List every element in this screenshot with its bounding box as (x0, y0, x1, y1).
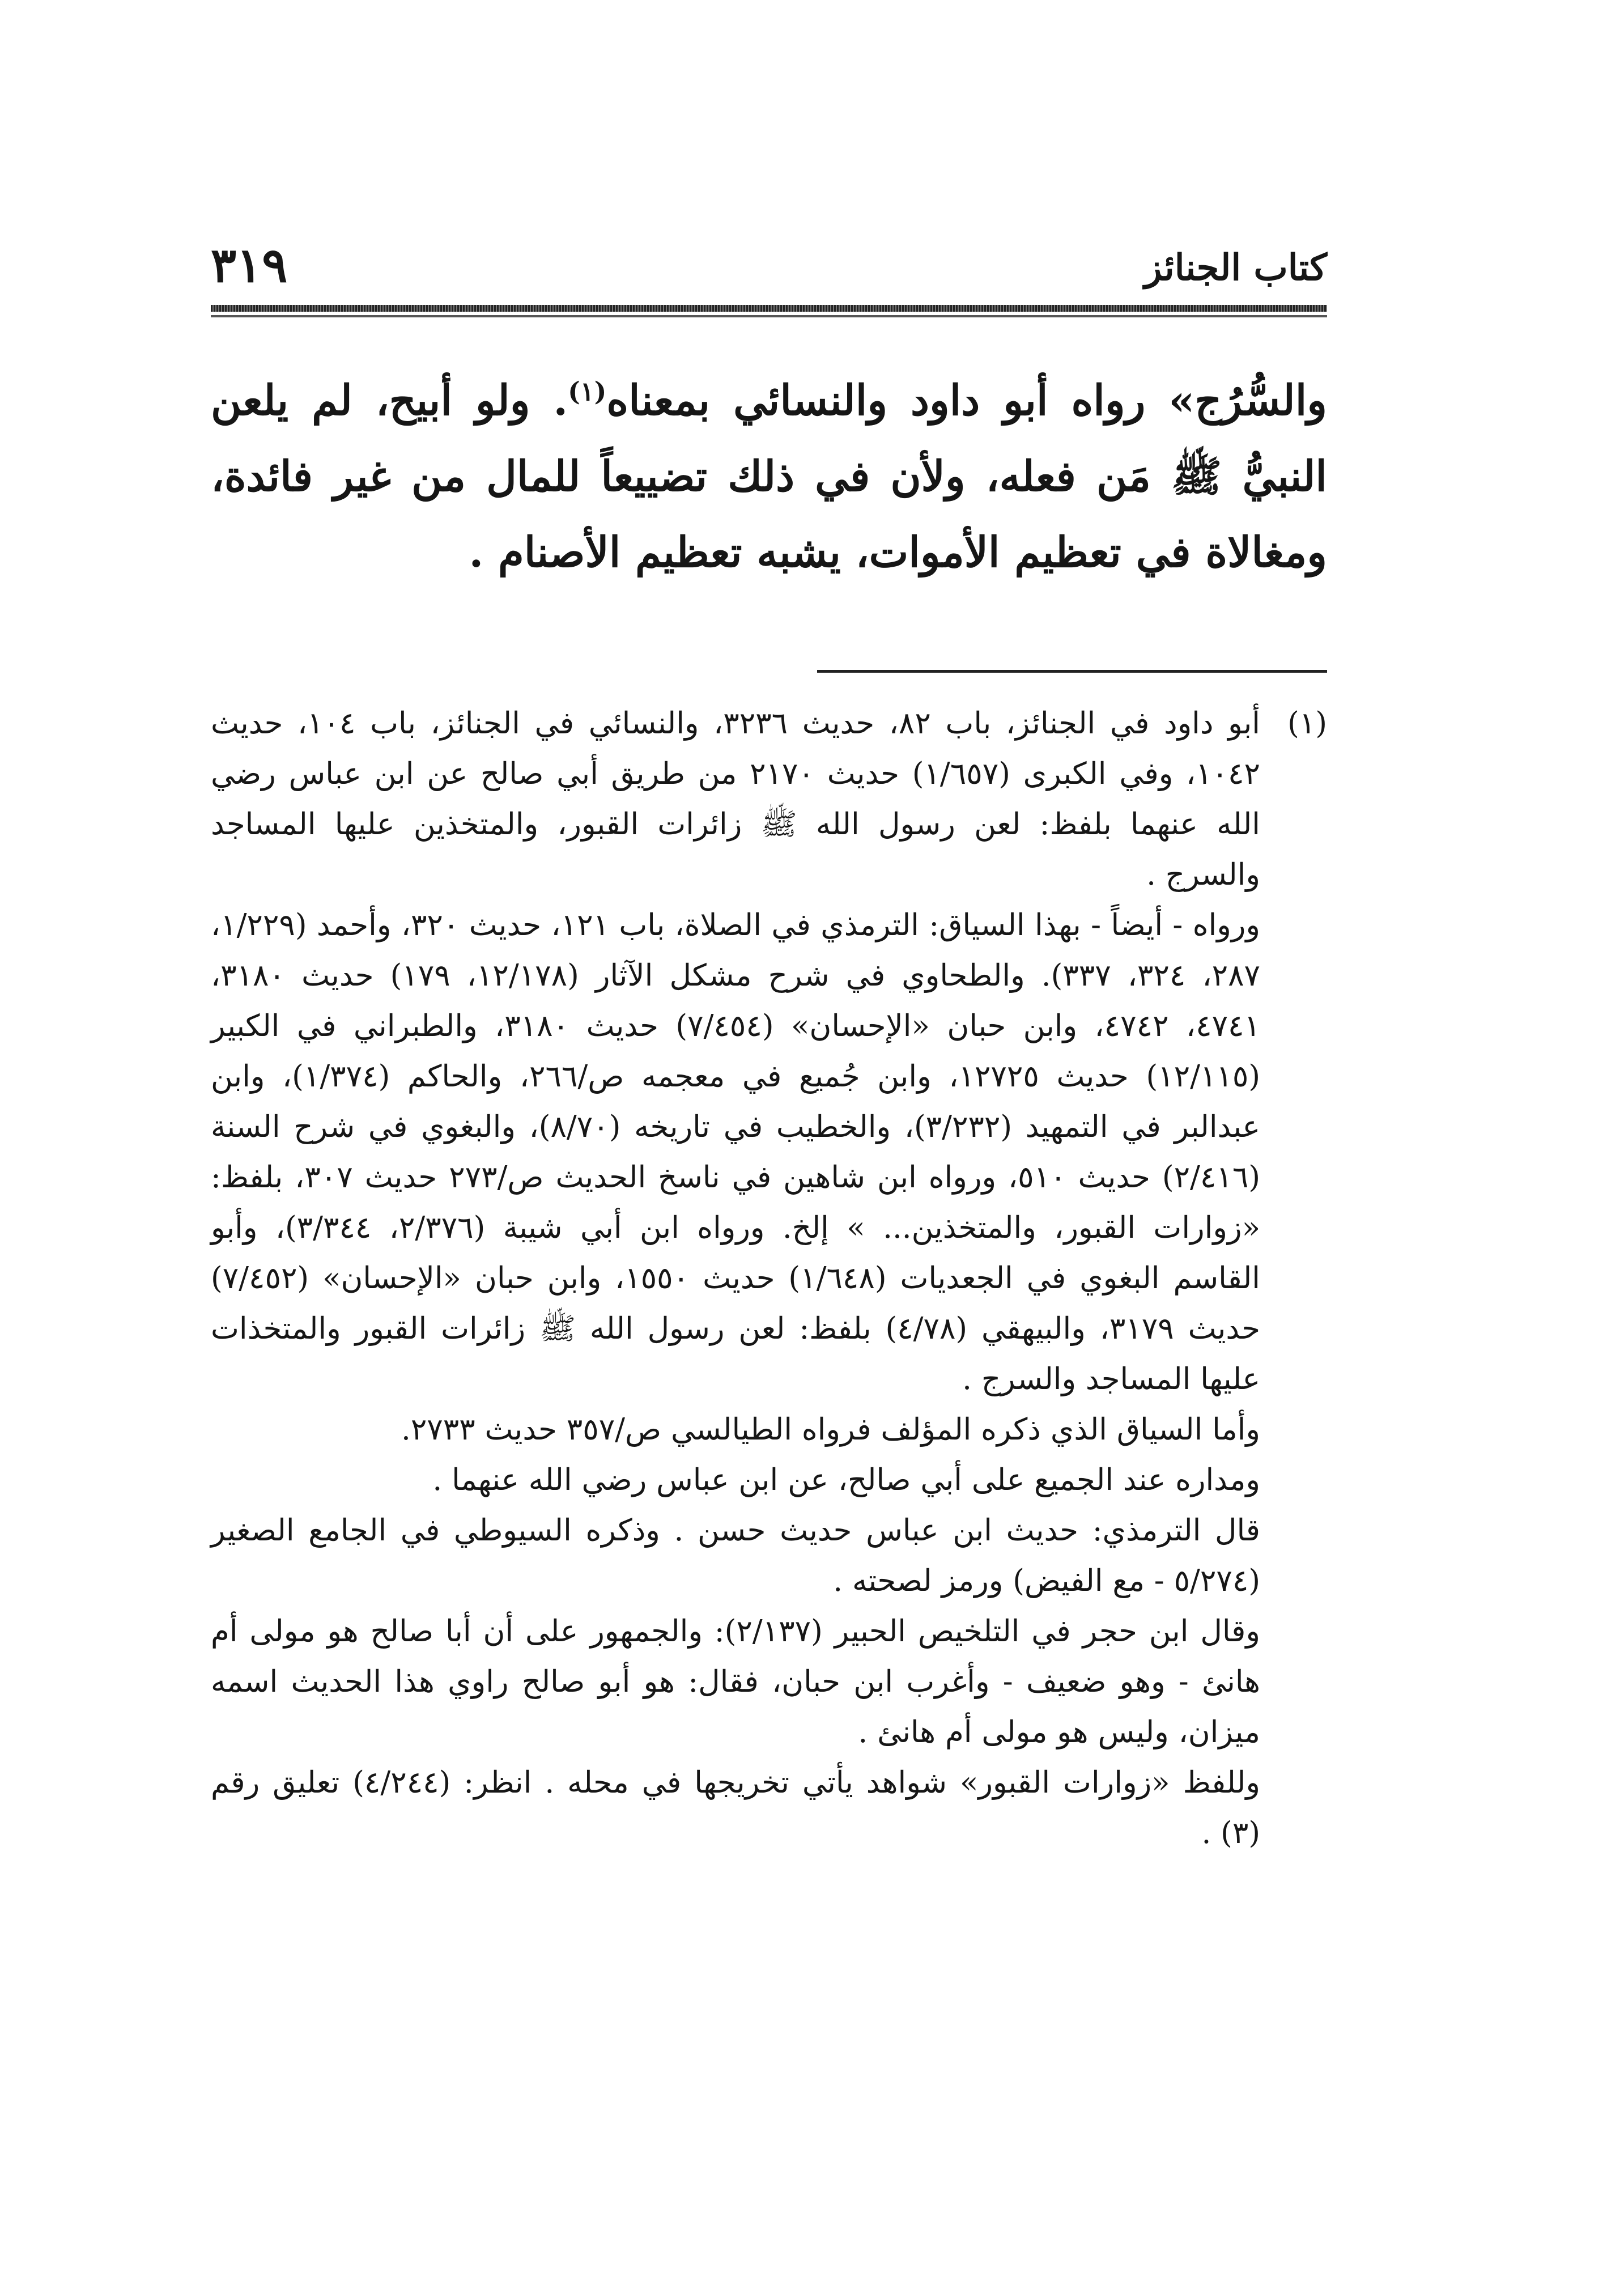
footnote-paragraph: وللفظ «زوارات القبور» شواهد يأتي تخريجها في محله . انظر: (٤/٢٤٤) تعليق رقم (٣) . (211, 1765, 1260, 1850)
main-text (211, 363, 1327, 591)
running-title: كتاب الجنائز (1144, 247, 1327, 289)
footnotes (211, 698, 1327, 1858)
footnote-paragraph: أبو داود في الجنائز، باب ٨٢، حديث ٣٢٣٦، والنسائي في الجنائز، باب ١٠٤، حديث ١٠٤٢، وفي الكبرى (١/٦٥٧) حديث ٢١٧٠ من طريق أبي صالح عن ابن عباس رضي الله عنهما بلفظ: لعن رسول الله ﷺ زائرات القبور، والمتخذين عليها المساجد والسرج . (211, 706, 1260, 892)
footnote-paragraph: وقال ابن حجر في التلخيص الحبير (٢/١٣٧): والجمهور على أن أبا صالح هو مولى أم هانئ - وهو ضعيف - وأغرب ابن حبان، فقال: هو أبو صالح راوي هذا الحديث اسمه ميزان، وليس هو مولى أم هانئ . (211, 1614, 1260, 1750)
footnote-paragraph: ومداره عند الجميع على أبي صالح، عن ابن عباس رضي الله عنهما . (432, 1463, 1260, 1497)
footnote-number: (١) (1287, 706, 1327, 741)
footnote-paragraph: ورواه - أيضاً - بهذا السياق: الترمذي في الصلاة، باب ١٢١، حديث ٣٢٠، وأحمد (١/٢٢٩، ٢٨٧، ٣٢٤، ٣٣٧). والطحاوي في شرح مشكل الآثار (١٢/١٧٨، ١٧٩) حديث ٣١٨٠، ٤٧٤١، ٤٧٤٢، وابن حبان «الإحسان» (٧/٤٥٤) حديث ٣١٨٠، والطبراني في الكبير (١٢/١١٥) حديث ١٢٧٢٥، وابن جُميع في معجمه ص/٢٦٦، والحاكم (١/٣٧٤)، وابن عبدالبر في التمهيد (٣/٢٣٢)، والخطيب في تاريخه (٨/٧٠)، والبغوي في شرح السنة (٢/٤١٦) حديث ٥١٠، ورواه ابن شاهين في ناسخ الحديث ص/٢٧٣ حديث ٣٠٧، بلفظ: «زوارات القبور، والمتخذين... » إلخ. ورواه ابن أبي شيبة (٢/٣٧٦، ٣/٣٤٤)، وأبو القاسم البغوي في الجعديات (١/٦٤٨) حديث ١٥٥٠، وابن حبان «الإحسان» (٧/٤٥٢) حديث ٣١٧٩، والبيهقي (٤/٧٨) بلفظ: لعن رسول الله ﷺ زائرات القبور والمتخذات عليها المساجد والسرج . (211, 908, 1261, 1396)
page-header (211, 237, 1327, 299)
main-text-start: والسُّرُج» رواه أبو داود والنسائي بمعناه (606, 376, 1327, 425)
main-text-rest: . ولو أبيح، لم يلعن النبيُّ ﷺ مَن فعله، ولأن في ذلك تضييعاً للمال من غير فائدة، ومغالاة في تعظيم الأموات، يشبه تعظيم الأصنام . (211, 376, 1327, 577)
footnote-item (211, 698, 1327, 1858)
footnote-reference[interactable]: (١) (568, 376, 607, 407)
main-paragraph (211, 363, 1327, 591)
header-rule (211, 305, 1327, 312)
footnote-paragraph: قال الترمذي: حديث ابن عباس حديث حسن . وذكره السيوطي في الجامع الصغير (٥/٢٧٤ - مع الفيض) ورمز لصحته . (211, 1513, 1260, 1598)
header-rule-secondary (211, 315, 1327, 317)
footnote-paragraph: وأما السياق الذي ذكره المؤلف فرواه الطيالسي ص/٣٥٧ حديث ٢٧٣٣. (401, 1412, 1260, 1447)
page-number: ٣١٩ (211, 237, 288, 293)
footnote-separator (817, 670, 1327, 673)
